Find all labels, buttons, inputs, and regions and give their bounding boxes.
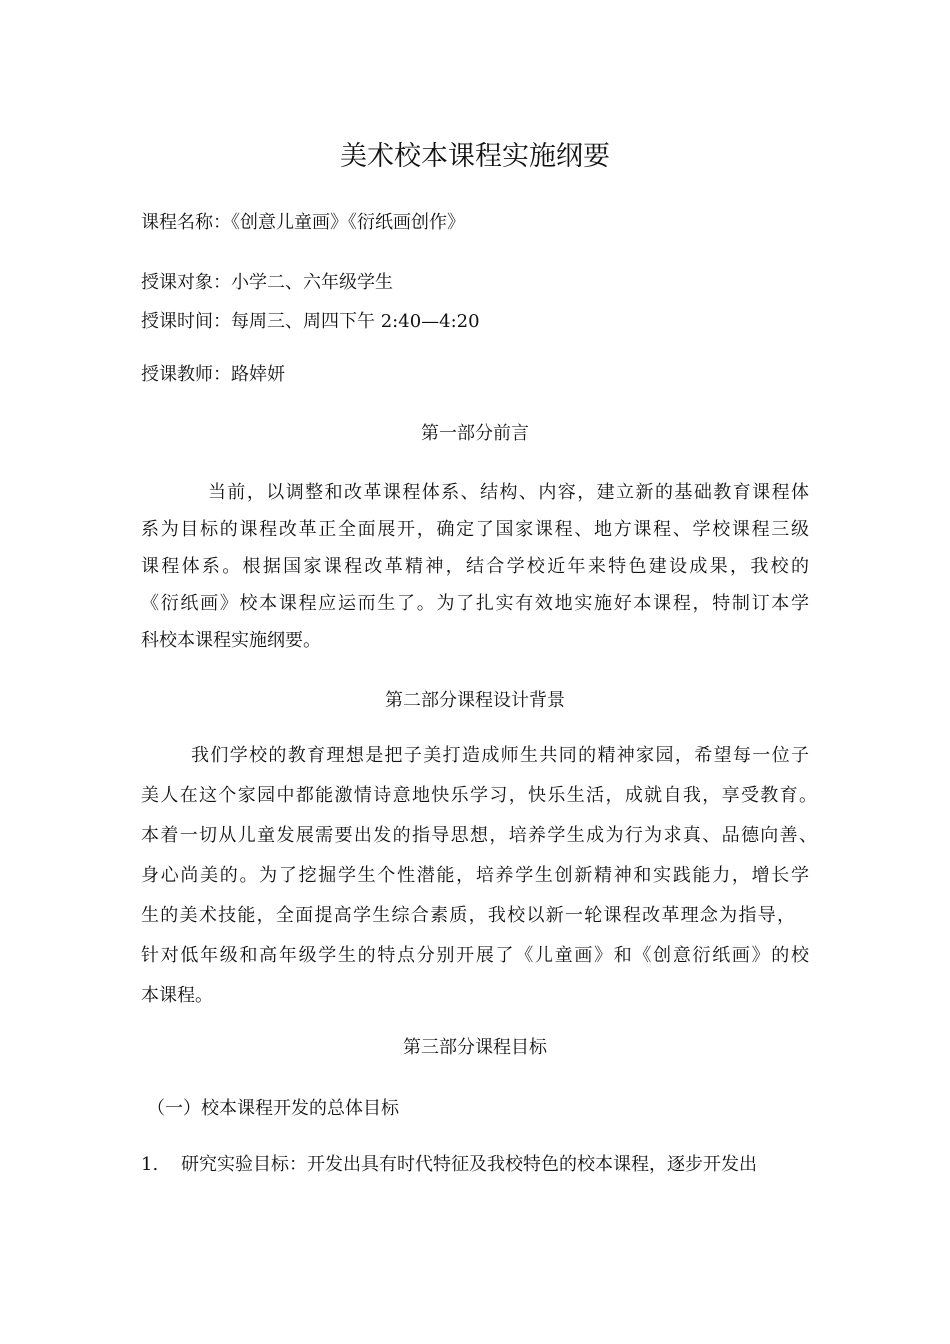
section1-line: 科校本课程实施纲要。 bbox=[141, 630, 321, 651]
section2-heading: 第二部分课程设计背景 bbox=[385, 690, 565, 711]
section2-line: 生的美术技能，全面提高学生综合素质，我校以新一轮课程改革理念为指导， bbox=[141, 905, 795, 926]
section2-line: 针对低年级和高年级学生的特点分别开展了《儿童画》和《创意衍纸画》的校 bbox=[141, 945, 809, 966]
section2-line: 本着一切从儿童发展需要出发的指导思想，培养学生成为行为求真、品德向善、 bbox=[141, 825, 817, 846]
section2-line: 本课程。 bbox=[141, 985, 213, 1006]
list-item-number: 1. bbox=[141, 1154, 159, 1175]
section1-line: 系为目标的课程改革正全面展开，确定了国家课程、地方课程、学校课程三级 bbox=[141, 519, 809, 540]
meta-teacher: 授课教师：路婞妍 bbox=[141, 364, 285, 385]
meta-audience: 授课对象：小学二、六年级学生 bbox=[141, 272, 393, 293]
section3-heading: 第三部分课程目标 bbox=[403, 1037, 547, 1058]
document-title: 美术校本课程实施纲要 bbox=[340, 141, 610, 172]
section2-line: 我们学校的教育理想是把子美打造成师生共同的精神家园，希望每一位子 bbox=[191, 745, 809, 766]
section1-line: 课程体系。根据国家课程改革精神，结合学校近年来特色建设成果，我校的 bbox=[141, 556, 809, 577]
section2-line: 美人在这个家园中都能激情诗意地快乐学习，快乐生活，成就自我，享受教育。 bbox=[141, 785, 817, 806]
section1-heading: 第一部分前言 bbox=[421, 423, 529, 444]
section1-line: 当前，以调整和改革课程体系、结构、内容，建立新的基础教育课程体 bbox=[208, 482, 809, 503]
section3-subheading: （一）校本课程开发的总体目标 bbox=[147, 1098, 399, 1119]
meta-course-name: 课程名称：《创意儿童画》《衍纸画创作》 bbox=[141, 212, 465, 233]
section1-line: 《衍纸画》校本课程应运而生了。为了扎实有效地实施好本课程，特制订本学 bbox=[141, 593, 809, 614]
meta-schedule: 授课时间：每周三、周四下午 2:40—4:20 bbox=[141, 311, 480, 332]
list-item-text: 研究实验目标：开发出具有时代特征及我校特色的校本课程，逐步开发出 bbox=[181, 1154, 757, 1175]
section2-line: 身心尚美的。为了挖掘学生个性潜能，培养学生创新精神和实践能力，增长学 bbox=[141, 865, 809, 886]
